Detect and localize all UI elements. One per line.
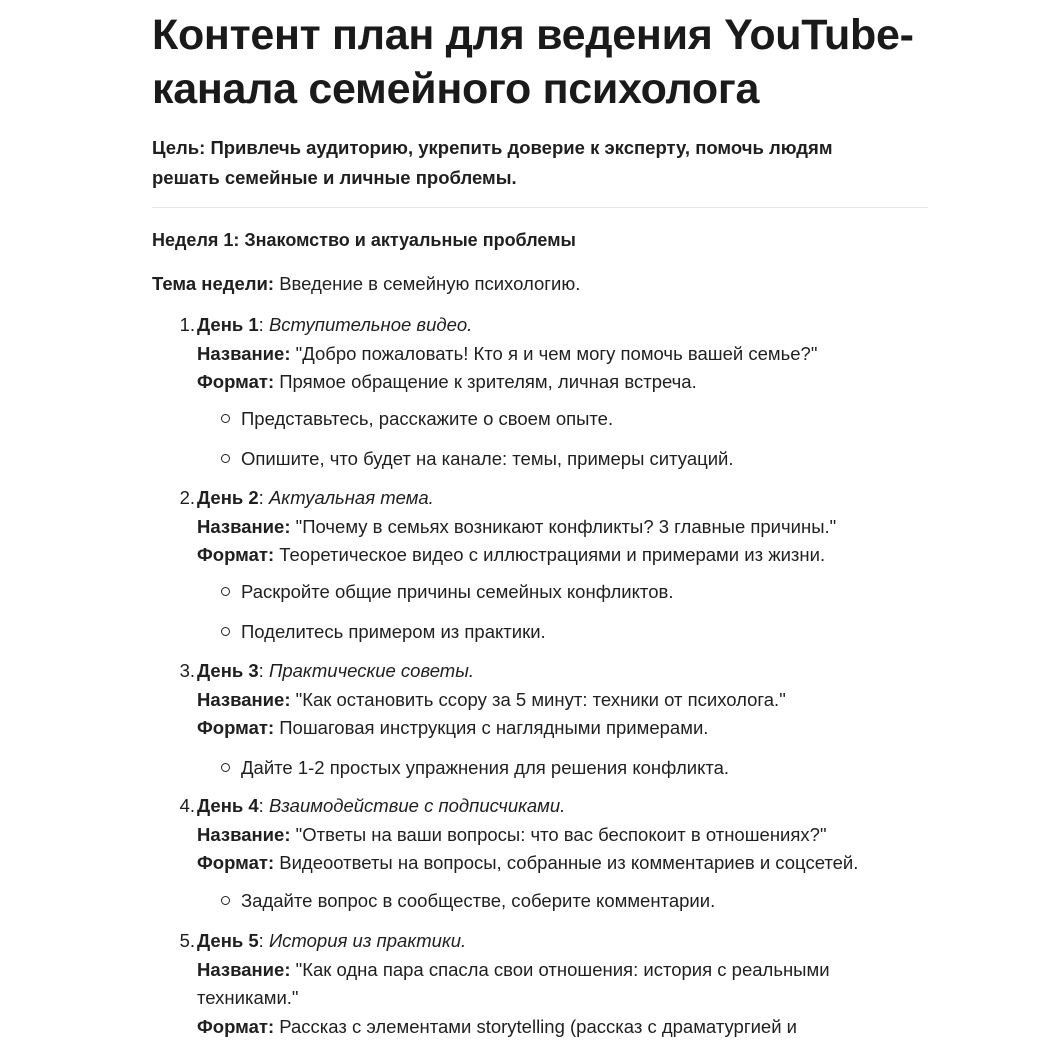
- day-type: Вступительное видео.: [269, 314, 472, 335]
- day-name-line: [197, 956, 917, 985]
- bullet-circle-icon: [221, 627, 230, 636]
- day-number: 2.: [175, 484, 195, 513]
- name-label: Название:: [197, 516, 291, 537]
- theme-text: Введение в семейную психологию.: [274, 273, 580, 294]
- day-name: "Ответы на ваши вопросы: что вас беспокоит в отношениях?": [291, 824, 827, 845]
- day-type: Актуальная тема.: [269, 487, 434, 508]
- title-line-2: канала семейного психолога: [152, 65, 759, 113]
- day-body: [197, 311, 917, 397]
- day-header: День 5: История из практики.: [197, 927, 917, 956]
- day-name-line: [197, 513, 917, 542]
- day-format: Теоретическое видео с иллюстрациями и примерами из жизни.: [274, 544, 825, 565]
- page-title: [152, 0, 932, 116]
- goal-paragraph: [152, 133, 892, 193]
- day-name: "Как одна пара спасла свои отношения: история с реальными: [291, 959, 830, 980]
- goal-line-1: Цель: Привлечь аудиторию, укрепить доверие к эксперту, помочь людям: [152, 137, 833, 158]
- format-label: Формат:: [197, 852, 274, 873]
- divider: [152, 207, 928, 208]
- goal-line-2: решать семейные и личные проблемы.: [152, 167, 517, 188]
- day-format: Рассказ с элементами storytelling (рассказ с драматургией и: [274, 1016, 797, 1037]
- day-number: 4.: [175, 792, 195, 821]
- format-label: Формат:: [197, 717, 274, 738]
- day-label: День 4: [197, 795, 259, 816]
- bullet-text: Дайте 1-2 простых упражнения для решения конфликта.: [241, 754, 729, 782]
- bullet-text: Опишите, что будет на канале: темы, примеры ситуаций.: [241, 445, 734, 473]
- bullet-text: Поделитесь примером из практики.: [241, 618, 546, 646]
- day-format: Прямое обращение к зрителям, личная встреча.: [274, 371, 697, 392]
- day-type: Практические советы.: [269, 660, 474, 681]
- bullet-circle-icon: [221, 763, 230, 772]
- day-label: День 2: [197, 487, 259, 508]
- day-format-line: [197, 368, 917, 397]
- day-label: День 3: [197, 660, 259, 681]
- day-body: [197, 927, 917, 1041]
- day-body: [197, 792, 917, 878]
- day-header: День 2: Актуальная тема.: [197, 484, 917, 513]
- day-name: "Почему в семьях возникают конфликты? 3 главные причины.": [291, 516, 837, 537]
- day-body: [197, 484, 917, 570]
- bullet-text: Раскройте общие причины семейных конфликтов.: [241, 578, 673, 606]
- day-format-line: [197, 1013, 917, 1041]
- format-label: Формат:: [197, 544, 274, 565]
- day-name-line: [197, 821, 917, 850]
- title-line-1: Контент план для ведения YouTube-: [152, 11, 914, 59]
- name-label: Название:: [197, 824, 291, 845]
- bullet-circle-icon: [221, 587, 230, 596]
- day-header: День 3: Практические советы.: [197, 657, 917, 686]
- day-body: [197, 657, 917, 743]
- day-name-line: [197, 340, 917, 369]
- day-format-line: [197, 714, 917, 743]
- day-number: 3.: [175, 657, 195, 686]
- day-format: Видеоответы на вопросы, собранные из комментариев и соцсетей.: [274, 852, 858, 873]
- bullet-text: Задайте вопрос в сообществе, соберите комментарии.: [241, 887, 715, 915]
- bullet-circle-icon: [221, 454, 230, 463]
- week-theme: [152, 270, 580, 298]
- theme-label: Тема недели:: [152, 273, 274, 294]
- day-format-line: [197, 541, 917, 570]
- day-name: "Как остановить ссору за 5 минут: техники от психолога.": [291, 689, 786, 710]
- day-type: Взаимодействие с подписчиками.: [269, 795, 565, 816]
- day-number: 1.: [175, 311, 195, 340]
- day-name-line-2: техниками.": [197, 984, 917, 1013]
- day-number: 5.: [175, 927, 195, 956]
- document: [152, 0, 932, 116]
- day-header: День 4: Взаимодействие с подписчиками.: [197, 792, 917, 821]
- day-name-line: [197, 686, 917, 715]
- bullet-text: Представьтесь, расскажите о своем опыте.: [241, 405, 613, 433]
- day-header: День 1: Вступительное видео.: [197, 311, 917, 340]
- day-type: История из практики.: [269, 930, 466, 951]
- day-format: Пошаговая инструкция с наглядными примерами.: [274, 717, 708, 738]
- bullet-circle-icon: [221, 896, 230, 905]
- format-label: Формат:: [197, 371, 274, 392]
- format-label: Формат:: [197, 1016, 274, 1037]
- day-name: "Добро пожаловать! Кто я и чем могу помочь вашей семье?": [291, 343, 818, 364]
- name-label: Название:: [197, 959, 291, 980]
- bullet-circle-icon: [221, 414, 230, 423]
- day-label: День 5: [197, 930, 259, 951]
- day-label: День 1: [197, 314, 259, 335]
- name-label: Название:: [197, 343, 291, 364]
- day-format-line: [197, 849, 917, 878]
- week-heading: Неделя 1: Знакомство и актуальные проблемы: [152, 227, 576, 253]
- name-label: Название:: [197, 689, 291, 710]
